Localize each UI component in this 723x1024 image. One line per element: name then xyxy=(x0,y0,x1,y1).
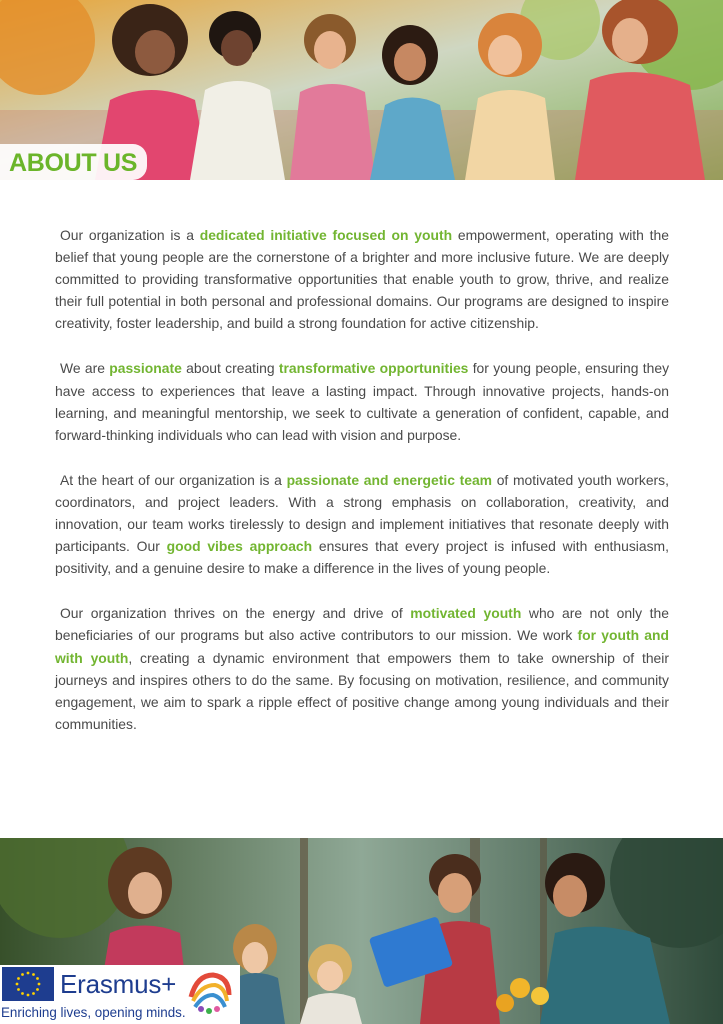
text-run: who are not only the beneficiaries of our programs but also active contributors to our mission. We work xyxy=(55,605,669,644)
paragraph xyxy=(55,469,669,579)
highlighted-phrase: motivated youth xyxy=(410,605,522,622)
highlighted-phrase: good vibes approach xyxy=(166,538,313,555)
text-run: Our organization thrives on the energy and drive of xyxy=(60,605,411,622)
erasmus-logo-block xyxy=(0,965,240,1024)
highlighted-phrase: passionate xyxy=(109,360,182,377)
highlighted-phrase: passionate and energetic team xyxy=(286,471,493,488)
paragraph xyxy=(55,602,669,735)
text-run: ensures that every project is infused with enthusiasm, positivity, and a genuine desire to make a difference in the lives of young people. xyxy=(55,538,669,577)
hero-image xyxy=(0,0,723,180)
highlighted-phrase: for youth and with youth xyxy=(55,627,669,666)
text-run: Our organization is a xyxy=(60,227,200,243)
text-run: of motivated youth workers, coordinators, and project leaders. With a strong emphasis on collaboration, creativity, and innovation, our team works tirelessly to design and implement initiatives that resonate deeply with participants. Our xyxy=(55,471,669,555)
text-run: , creating a dynamic environment that empowers them to take ownership of their journeys and inspires others to do the same. By focusing on motivation, resilience, and community engagement, we aim to spark a ripple effect of positive change among young individuals and their communities. xyxy=(55,649,669,732)
text-run: empowerment, operating with the belief that young people are the cornerstone of a brighter and more inclusive future. We are deeply committed to providing transformative opportunities that enable youth to grow, thrive, and realize their full potential in both personal and professional domains. Our programs are designed to inspire creativity, foster leadership, and build a strong foundation for active citizenship. xyxy=(55,227,669,332)
text-run: At the heart of our organization is a xyxy=(60,471,287,488)
about-body xyxy=(55,224,669,758)
highlighted-phrase: transformative opportunities xyxy=(278,360,469,377)
paragraph xyxy=(55,224,669,334)
text-run: for young people, ensuring they have access to experiences that leave a lasting impact. Through innovative projects, hands-on learning, and meaningful mentorship, we seek to cultivate a generation of confident, capable, and forward-thinking individuals who can lead with vision and purpose. xyxy=(55,360,670,443)
erasmus-tagline: Enriching lives, opening minds. xyxy=(1,1005,186,1020)
text-run: about creating xyxy=(181,360,279,377)
text-run: We are xyxy=(60,360,110,377)
highlighted-phrase: dedicated initiative focused on youth xyxy=(199,227,453,243)
paragraph xyxy=(55,357,669,445)
erasmus-wordmark: Erasmus+ xyxy=(60,969,177,999)
page-title: ABOUT US xyxy=(0,144,147,180)
youth-program-logo-icon xyxy=(183,967,235,1019)
eu-flag-icon xyxy=(2,967,54,1001)
